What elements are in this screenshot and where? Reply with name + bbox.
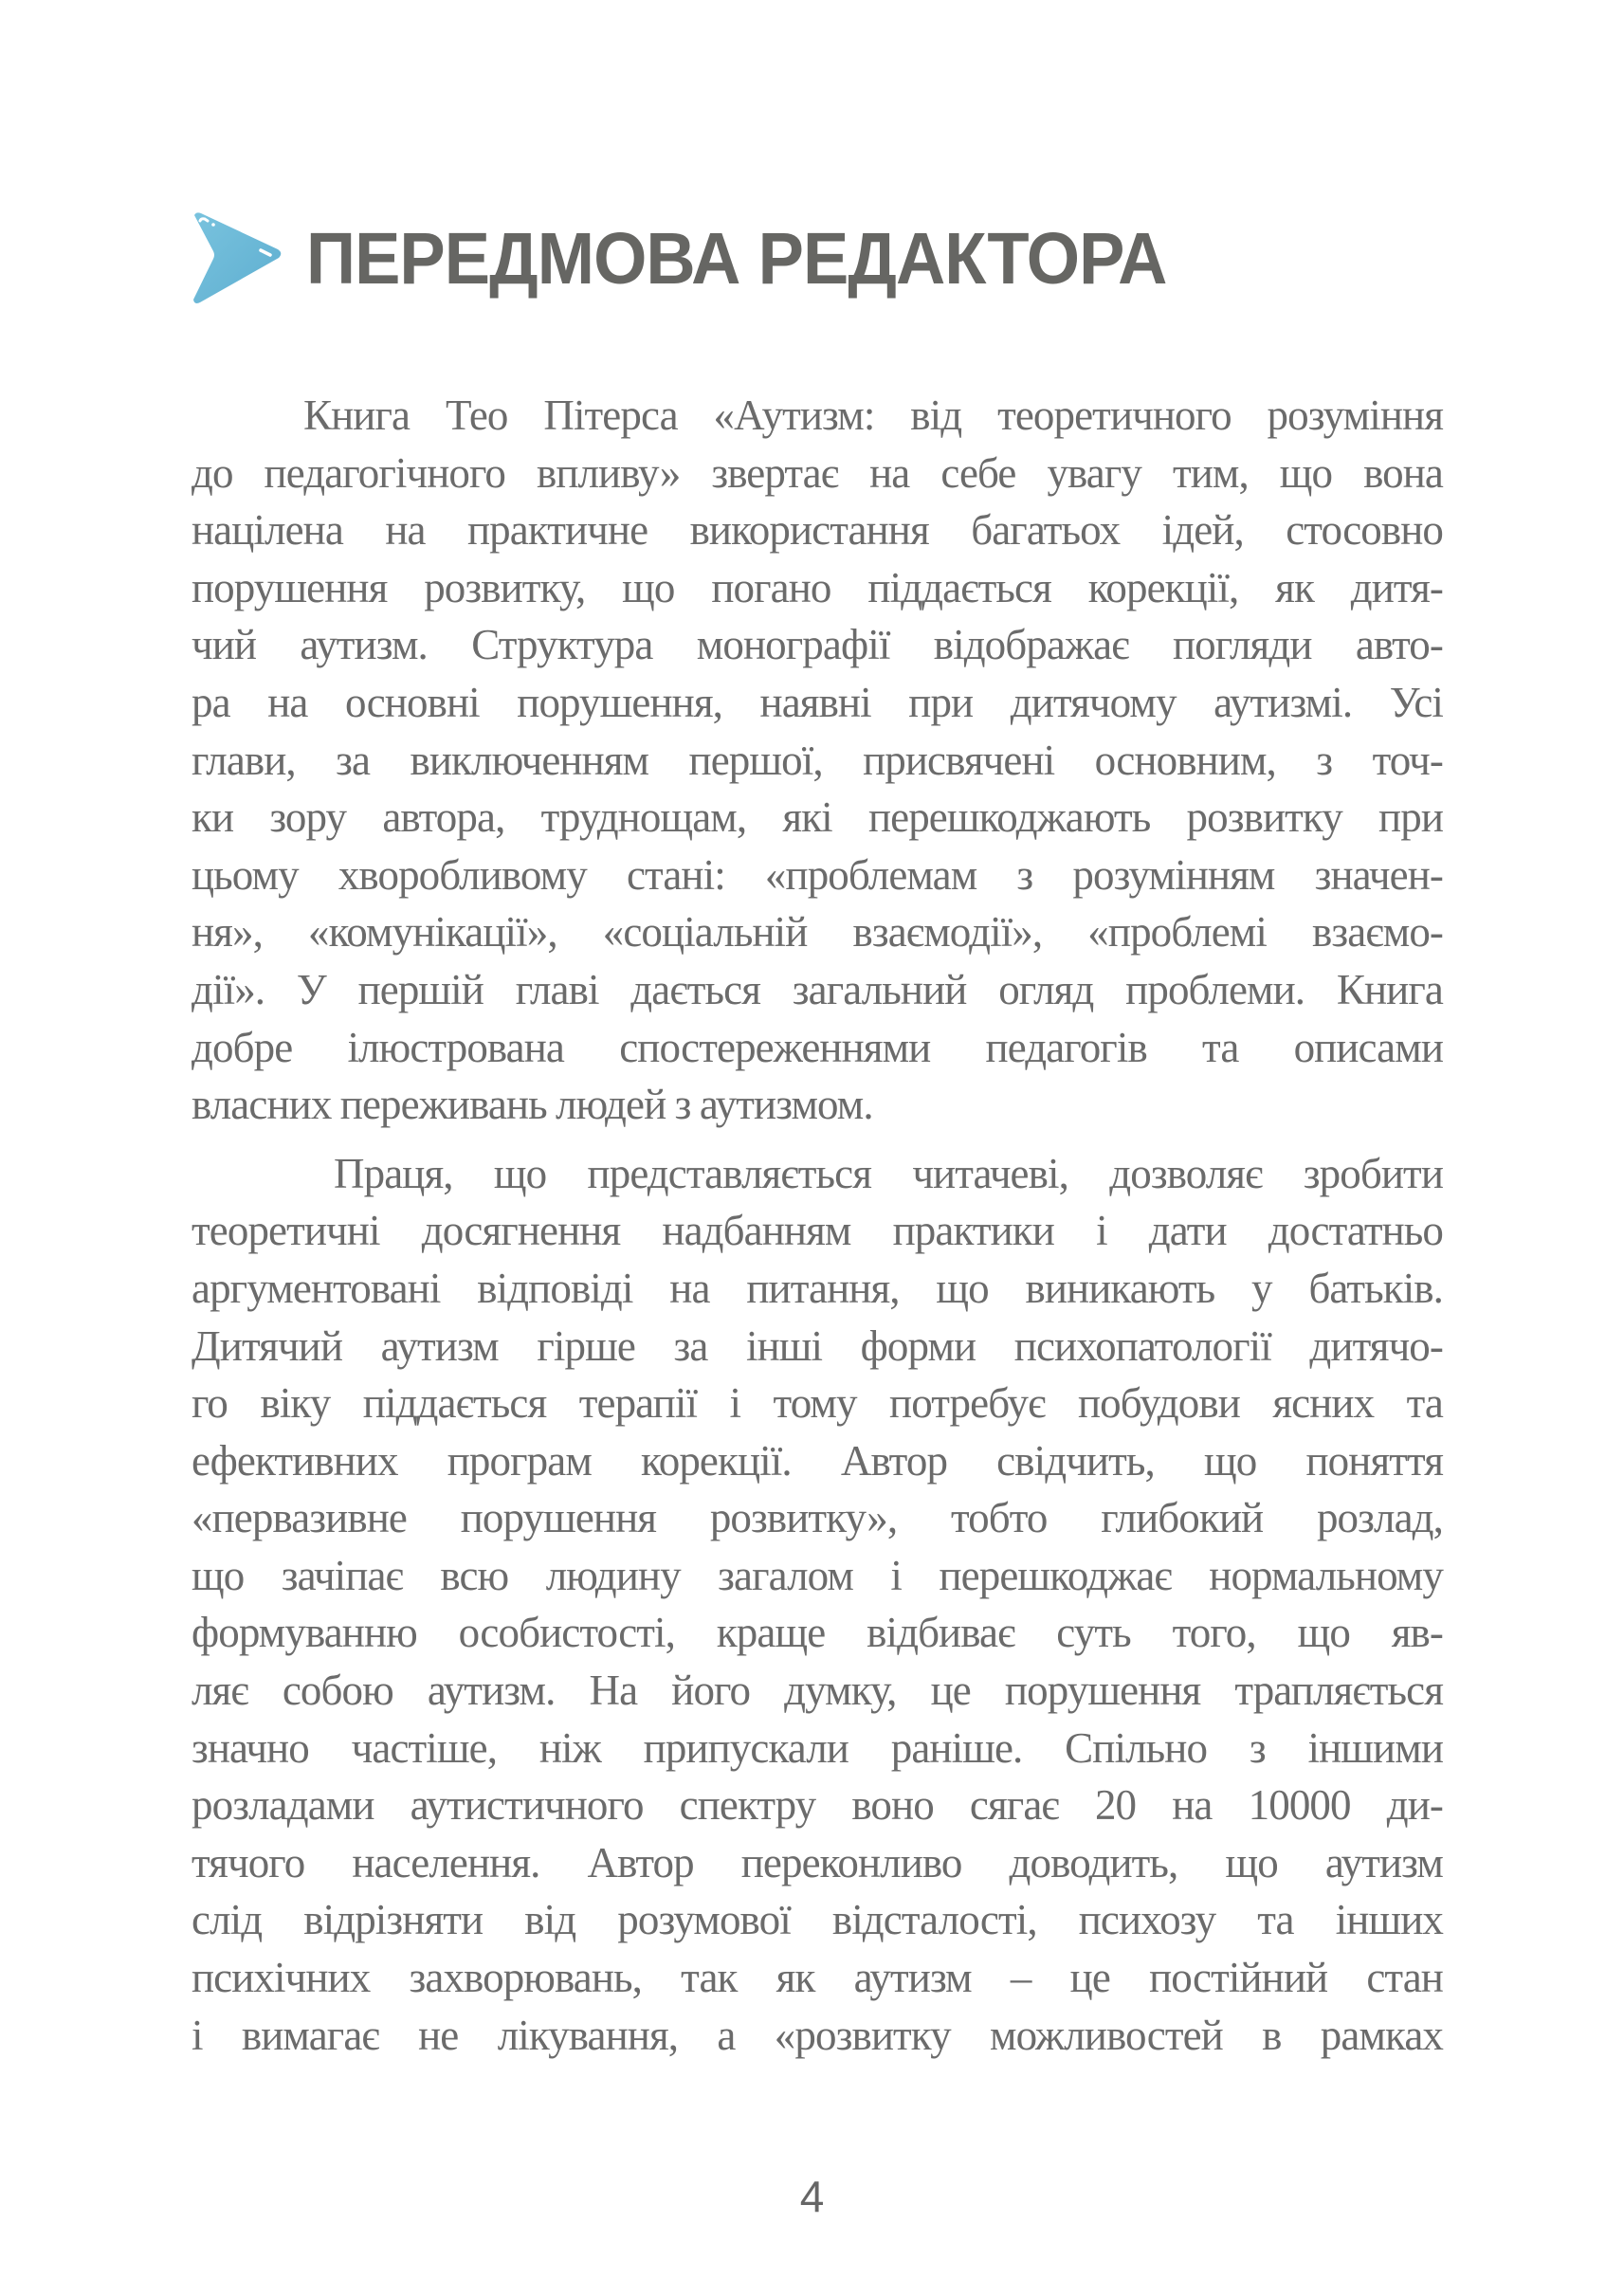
- text-line: аргументовані відповіді на питання, що виникають у батьків.: [192, 1264, 1443, 1312]
- text-line: дії». У першій главі дається загальний огляд проблеми. Книга: [192, 965, 1443, 1013]
- text-line: розладами аутистичного спектру воно сягає 20 на 10000 ди-: [192, 1781, 1443, 1830]
- text-line: до педагогічного впливу» звертає на себе увагу тим, що вона: [192, 448, 1443, 497]
- text-line: значно частіше, ніж припускали раніше. Спільно з іншими: [192, 1723, 1443, 1772]
- arrow-right-icon: [187, 210, 285, 308]
- text-line: глави, за виключенням першої, присвячені основним, з точ-: [192, 736, 1443, 784]
- text-line: цьому хворобливому стані: «проблемам з розумінням значен-: [192, 850, 1443, 899]
- paragraph-1: [192, 387, 1443, 1134]
- text-line: власних переживань людей з аутизмом.: [192, 1081, 873, 1129]
- page-number: 4: [799, 2172, 825, 2221]
- text-line: «первазивне порушення розвитку», тобто глибокий розлад,: [192, 1494, 1443, 1542]
- text-line: націлена на практичне використання багатьох ідей, стосовно: [192, 506, 1443, 555]
- body-text: [192, 387, 1443, 2064]
- text-line: психічних захворювань, так як аутизм – це постійний стан: [192, 1954, 1443, 2002]
- paragraph-2: [192, 1145, 1443, 2065]
- page-title: ПЕРЕДМОВА РЕДАКТОРА: [306, 217, 1167, 300]
- text-line: що зачіпає всю людину загалом і перешкоджає нормальному: [192, 1551, 1443, 1599]
- text-line: го віку піддається терапії і тому потребує побудови ясних та: [192, 1379, 1443, 1428]
- text-line: і вимагає не лікування, а «розвитку можливостей в рамках: [192, 2011, 1443, 2059]
- text-line: теоретичні досягнення надбанням практики і дати достатньо: [192, 1207, 1443, 1255]
- section-heading: [187, 207, 1221, 311]
- text-line: ра на основні порушення, наявні при дитячому аутизмі. Усі: [192, 678, 1443, 726]
- text-line: Праця, що представляється читачеві, дозволяє зробити: [334, 1149, 1443, 1197]
- text-line: Дитячий аутизм гірше за інші форми психопатології дитячо-: [192, 1321, 1443, 1370]
- text-line: ляє собою аутизм. На його думку, це порушення трапляється: [192, 1667, 1443, 1715]
- text-line: ефективних програм корекції. Автор свідчить, що поняття: [192, 1436, 1443, 1485]
- text-line: тячого населення. Автор переконливо доводить, що аутизм: [192, 1838, 1443, 1886]
- text-line: добре ілюстрована спостереженнями педагогів та описами: [192, 1023, 1443, 1071]
- text-line: ки зору автора, труднощам, які перешкоджають розвитку при: [192, 793, 1443, 842]
- text-line: ня», «комунікації», «соціальній взаємодії», «проблемі взаємо-: [192, 908, 1443, 957]
- text-line: слід відрізняти від розумової відсталості, психозу та інших: [192, 1896, 1443, 1944]
- text-line: порушення розвитку, що погано піддається корекції, як дитя-: [192, 563, 1443, 611]
- text-line: чий аутизм. Структура монографії відображає погляди авто-: [192, 621, 1443, 669]
- text-line: Книга Тео Пітерса «Аутизм: від теоретичного розуміння: [303, 392, 1443, 439]
- text-line: формуванню особистості, краще відбиває суть того, що яв-: [192, 1609, 1443, 1657]
